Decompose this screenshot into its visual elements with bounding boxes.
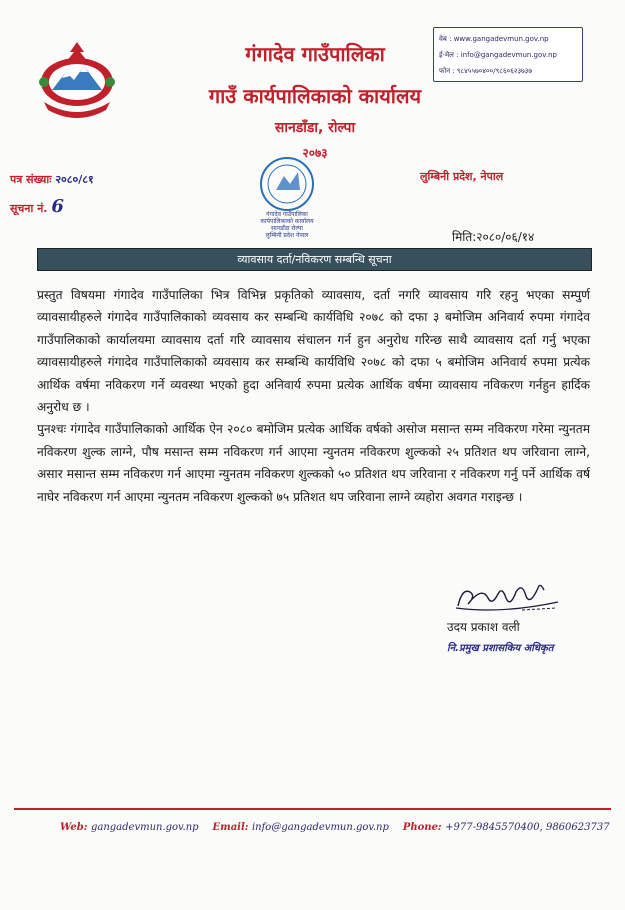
office-subtitle: गाउँ कार्यपालिकाको कार्यालय (208, 84, 422, 108)
signatory-designation: नि.प्रमुख प्रशासकिय अधिकृत (447, 643, 554, 654)
signatory-name: उदय प्रकाश वली (447, 620, 520, 634)
stamp-line-2: कार्यपालिकाको कार्यालय (260, 218, 314, 225)
office-title: गंगादेव गाउँपालिका (245, 42, 385, 66)
reference-value: २०८०/८१ (55, 173, 94, 186)
stamp-line-3: सानडाँडा रोल्पा (271, 225, 303, 232)
footer-web-label: Web: (60, 822, 88, 833)
body-paragraph-1: प्रस्तुत विषयमा गंगादेव गाउँपालिका भित्र विभिन्न प्रकृतिको व्यावसाय, दर्ता नगरि व्यावसाय गरि रहनु भएका सम्पुर्ण व्यावसायीहरुले गंगादेव गाउँपालिकाको व्यवसाय कर सम्बन्धि कार्यविधि २०७८ को दफा ३ बमोजिम अनिवार्य रुपमा गंगादेव गाउँपालिकाको कार्यालयमा व्यावसाय दर्ता गरि व्यावसाय संचालन गर्न हुन अनुरोध गरिन्छ साथै व्यावसाय दर्ता गर्नु भएका व्यावसायीहरुले गंगादेव गाउँपालिकाको व्यवसाय कर सम्बन्धि कार्यविधि २०७८ को दफा ५ बमोजिम अनिवार्य रुपमा प्रत्येक आर्थिक वर्षमा नविकरण गर्ने व्यवस्था भएको हुदा अनिवार्य रुपमा प्रत्येक आर्थिक वर्षमा व्यावसाय नविकरण गर्नहुन हार्दिक अनुरोध छ । (37, 288, 590, 415)
nepal-emblem-logo (32, 38, 122, 118)
contact-box (433, 27, 583, 82)
footer-divider (14, 808, 611, 810)
notice-value: 6 (51, 196, 64, 217)
office-address: सानडाँडा, रोल्पा (274, 120, 356, 136)
footer-web-link[interactable]: gangadevmun.gov.np (90, 822, 199, 833)
established-year: २०७३ (302, 146, 328, 160)
contact-email: ई-मेल : info@gangadevmun.gov.np (439, 51, 557, 59)
notice-label: सूचना नं. (10, 202, 48, 215)
official-stamp (242, 150, 332, 240)
footer-contacts (60, 822, 610, 833)
footer-phone-label: Phone: (402, 822, 442, 833)
letter-date: मिति:२०८०/०६/१४ (452, 230, 535, 244)
contact-web: वेब : www.gangadevmun.gov.np (439, 35, 549, 43)
reference-label: पत्र संख्याः (10, 173, 52, 186)
footer-email-label: Email: (212, 822, 249, 833)
stamp-line-1: गंगादेव गाउँपालिका (266, 211, 308, 218)
subject-text: व्यावसाय दर्ता/नविकरण सम्बन्धि सूचना (237, 253, 392, 266)
subject-bar (37, 248, 592, 271)
body-paragraph-2: पुनश्चः गंगादेव गाउँपालिकाको आर्थिक ऐन २०८० बमोजिम प्रत्येक आर्थिक वर्षको असोज मसान्त सम्म नविकरण गरेमा न्युनतम नविकरण शुल्क लाग्ने, पौष मसान्त सम्म नविकरण गर्न आएमा न्युनतम नविकरण शुल्कको २५ प्रतिशत थप जरिवाना लाग्ने, असार मसान्त सम्म नविकरण गर्न आएमा न्युनतम नविकरण शुल्कको ५० प्रतिशत थप जरिवाना र नविकरण गर्नु पर्ने आर्थिक वर्ष नाघेर नविकरण गर्न आएमा न्युनतम नविकरण शुल्कको ७५ प्रतिशत थप जरिवाना लाग्ने व्यहोरा अवगत गराइन्छ । (37, 422, 590, 504)
contact-phone: फोन : ९८४५५७०४००/९८६०६२३७३७ (439, 67, 533, 75)
reference-number (10, 172, 94, 187)
notice-number (10, 196, 64, 217)
footer-email-link[interactable]: info@gangadevmun.gov.np (251, 822, 389, 833)
stamp-line-4: लुम्बिनी प्रदेश नेपाल (265, 232, 309, 239)
footer-phone-value: +977-9845570400, 9860623737 (445, 822, 610, 833)
province-label: लुम्बिनी प्रदेश, नेपाल (420, 170, 504, 183)
handwritten-signature (452, 578, 562, 616)
letter-body (37, 284, 590, 508)
